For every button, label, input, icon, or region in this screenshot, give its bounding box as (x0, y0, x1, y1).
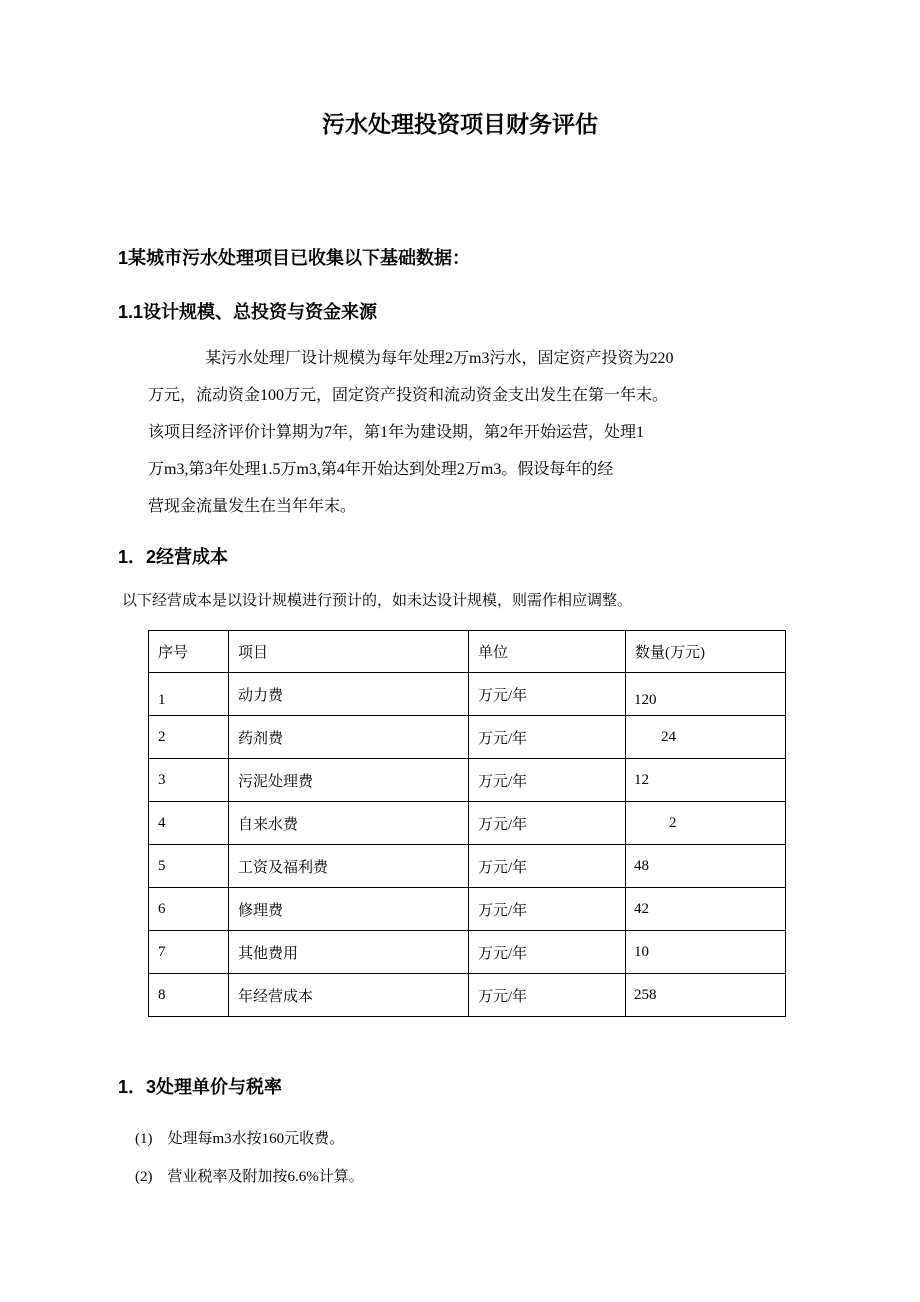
cell-no: 2 (149, 716, 229, 759)
cell-item: 污泥处理费 (229, 759, 469, 802)
cell-unit: 万元/年 (469, 931, 626, 974)
table-row (149, 759, 786, 802)
table-header-no: 序号 (149, 631, 229, 673)
cell-item: 修理费 (229, 888, 469, 931)
paragraph-line: 万m3,第3年处理1.5万m3,第4年开始达到处理2万m3。假设每年的经 (148, 461, 614, 478)
heading-section-1: 1某城市污水处理项目已收集以下基础数据： (118, 248, 471, 268)
cell-qty: 120 (626, 673, 786, 716)
cell-qty: 2 (626, 802, 786, 845)
cell-qty: 12 (626, 759, 786, 802)
heading-section-1-2: 1．2经营成本 (118, 547, 229, 567)
cell-no: 3 (149, 759, 229, 802)
cell-qty: 48 (626, 845, 786, 888)
cell-qty: 24 (626, 716, 786, 759)
table-header-item: 项目 (229, 631, 469, 673)
table-row (149, 974, 786, 1017)
cell-unit: 万元/年 (469, 673, 626, 716)
table-header-row (149, 631, 786, 673)
heading-section-1-1: 1.1设计规模、总投资与资金来源 (118, 302, 378, 322)
table-row (149, 845, 786, 888)
list-item-tax: (2) 营业税率及附加按6.6%计算。 (135, 1169, 364, 1185)
table-row (149, 802, 786, 845)
paragraph-line: 万元，流动资金100万元，固定资产投资和流动资金支出发生在第一年末。 (148, 387, 669, 404)
paragraph-line: 某污水处理厂设计规模为每年处理2万m3污水，固定资产投资为220 (205, 350, 674, 367)
cell-qty: 42 (626, 888, 786, 931)
paragraph-line: 营现金流量发生在当年年末。 (148, 498, 357, 515)
table-row (149, 716, 786, 759)
cell-no: 4 (149, 802, 229, 845)
heading-section-1-3: 1．3处理单价与税率 (118, 1077, 283, 1097)
cell-no: 1 (149, 673, 229, 716)
table-header-qty: 数量(万元) (626, 631, 786, 673)
cell-no: 7 (149, 931, 229, 974)
cell-no: 5 (149, 845, 229, 888)
operating-cost-table (148, 630, 786, 1017)
cell-item: 自来水费 (229, 802, 469, 845)
cell-unit: 万元/年 (469, 716, 626, 759)
table-row (149, 673, 786, 716)
cell-qty: 258 (626, 974, 786, 1017)
paragraph-line: 该项目经济评价计算期为7年，第1年为建设期，第2年开始运营，处理1 (148, 424, 645, 441)
cell-item: 药剂费 (229, 716, 469, 759)
cell-unit: 万元/年 (469, 802, 626, 845)
list-item-price: (1) 处理每m3水按160元收费。 (135, 1131, 345, 1147)
cell-unit: 万元/年 (469, 888, 626, 931)
cell-unit: 万元/年 (469, 974, 626, 1017)
cell-no: 6 (149, 888, 229, 931)
document-title: 污水处理投资项目财务评估 (322, 111, 598, 137)
cell-no: 8 (149, 974, 229, 1017)
table-intro-text: 以下经营成本是以设计规模进行预计的，如未达设计规模，则需作相应调整。 (122, 593, 633, 609)
cell-item: 其他费用 (229, 931, 469, 974)
cell-item: 工资及福利费 (229, 845, 469, 888)
table-header-unit: 单位 (469, 631, 626, 673)
table-row (149, 931, 786, 974)
cell-unit: 万元/年 (469, 759, 626, 802)
paragraph-design-scale (148, 340, 738, 525)
cell-item: 动力费 (229, 673, 469, 716)
cell-qty: 10 (626, 931, 786, 974)
table-row (149, 888, 786, 931)
cell-unit: 万元/年 (469, 845, 626, 888)
cell-item: 年经营成本 (229, 974, 469, 1017)
